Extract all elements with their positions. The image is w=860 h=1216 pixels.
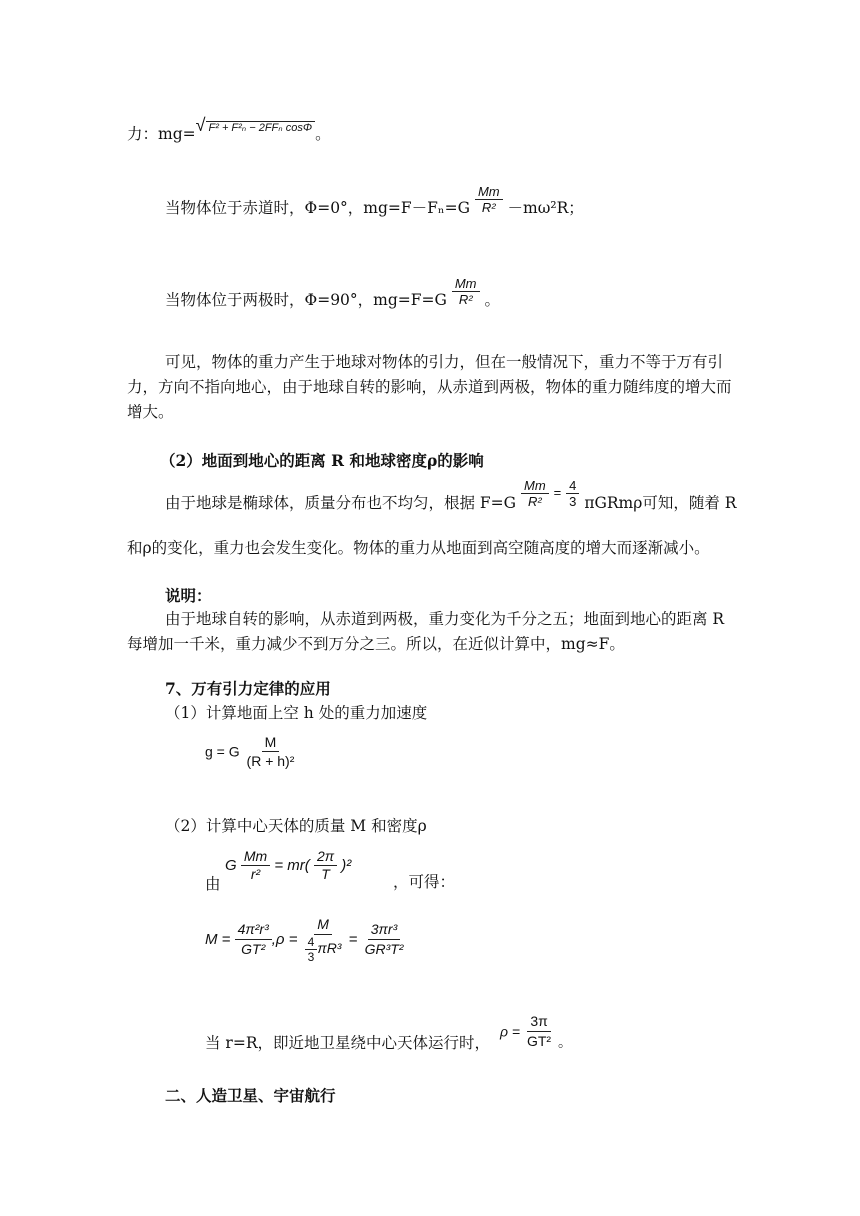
density-k-num: 4	[566, 478, 579, 494]
pole-line	[165, 275, 500, 320]
near-prefix: 当 r=R，即近地卫星绕中心天体运行时，	[205, 1034, 490, 1052]
gravity-magnitude-line	[127, 115, 331, 147]
density-k-den: 3	[569, 493, 577, 509]
rho-fraction	[302, 915, 345, 964]
near-formula	[500, 1012, 572, 1051]
note-body: 由于地球自转的影响，从赤道到两极，重力变化为千分之五；地面到地心的距离 R 每增加一千米，重力减少不到万分之三。所以，在近似计算中，mg≈F。	[127, 610, 725, 653]
conclusion-paragraph: 可见，物体的重力产生于地球对物体的引力，但在一般情况下，重力不等于万有引力，方向不指向地心，由于地球自转的影响，从赤道到两极，物体的重力随纬度的增大而增大。	[127, 353, 732, 421]
pole-prefix: 当物体位于两极时，Φ=90°，mg=F=G	[165, 291, 447, 309]
M-lhs: M =	[205, 931, 231, 948]
section-satellites-heading: 二、人造卫星、宇宙航行	[165, 1086, 336, 1105]
equator-prefix: 当物体位于赤道时，Φ=0°，mg=F－Fₙ=G	[165, 199, 470, 217]
density-suffix: πGRmρ可知，随着 R	[584, 494, 737, 512]
g-formula	[205, 733, 297, 770]
density-line-2: 和ρ的变化，重力也会发生变化。物体的重力从地面到高空随高度的增大而逐渐减小。	[127, 539, 710, 557]
density-four-thirds	[566, 478, 579, 509]
equator-fraction	[475, 184, 503, 215]
rho-denominator-2: GR³T²	[364, 941, 404, 957]
equator-line	[165, 183, 584, 228]
note-title: 说明：	[165, 586, 212, 605]
pole-denominator: R²	[458, 291, 473, 307]
kepler-fraction	[241, 848, 270, 883]
pole-fraction	[452, 276, 480, 307]
subitem-1: （1）计算地面上空 h 处的重力加速度	[165, 704, 428, 722]
M-denominator: GT²	[241, 941, 266, 957]
density-equals: =	[553, 485, 562, 500]
g-denominator: (R + h)²	[246, 753, 295, 769]
rho-denominator	[302, 935, 345, 964]
subheading-distance-density: （2）地面到地心的距离 R 和地球密度ρ的影响	[160, 451, 484, 470]
near-fraction	[524, 1012, 554, 1051]
section-7-heading: 7、万有引力定律的应用	[165, 679, 331, 698]
rho-den-a: 4	[305, 935, 318, 950]
density-numerator: Mm	[521, 478, 549, 494]
pole-suffix: 。	[484, 291, 500, 309]
kepler-close: )²	[341, 857, 352, 874]
near-lhs: ρ =	[500, 1023, 521, 1040]
equator-suffix: －mω²R；	[507, 199, 584, 217]
rho-equals: =	[348, 931, 358, 948]
density-denominator: R²	[527, 493, 542, 509]
density-line-1	[165, 477, 737, 523]
by-word: 由	[205, 875, 221, 893]
radicand: F² + F²ₙ − 2FFₙ cosΦ	[206, 121, 316, 134]
equator-denominator: R²	[481, 199, 496, 215]
near-suffix: 。	[557, 1035, 572, 1052]
pole-numerator: Mm	[452, 276, 480, 292]
rho-den-b: 3	[307, 950, 315, 964]
kepler-equation	[225, 848, 351, 883]
rho-numerator: M	[314, 915, 332, 935]
kepler-denominator: r²	[250, 866, 261, 882]
l1-prefix: 力：mg=	[127, 125, 196, 143]
subitem-2: （2）计算中心天体的质量 M 和密度ρ	[165, 817, 427, 835]
mass-density-formula	[205, 915, 406, 964]
l1-suffix: 。	[315, 125, 331, 143]
near-denominator: GT²	[526, 1033, 552, 1049]
M-numerator: 4π²r³	[235, 920, 272, 940]
density-prefix: 由于地球是椭球体，质量分布也不均匀，根据 F=G	[165, 494, 517, 512]
g-numerator: M	[262, 733, 280, 752]
rho-fraction-2	[362, 920, 407, 959]
kepler-inner-num: 2π	[314, 848, 337, 866]
g-lhs: g = G	[205, 743, 240, 760]
g-fraction	[244, 733, 298, 770]
density-fraction	[521, 478, 549, 509]
kepler-numerator: Mm	[241, 848, 270, 866]
rho-lhs: ,ρ =	[271, 931, 298, 948]
sqrt-expression: √ F² + F²ₙ − 2FFₙ cosΦ	[196, 114, 315, 139]
kepler-rhs: = mr(	[274, 857, 310, 874]
kepler-inner-den: T	[321, 866, 330, 882]
near-numerator: 3π	[527, 1012, 550, 1032]
near-satellite-line	[205, 1032, 490, 1054]
rho-numerator-2: 3πr³	[368, 920, 401, 940]
rho-den-c: πR³	[317, 940, 342, 957]
kepler-lhs: G	[225, 857, 237, 874]
rho-four-thirds	[305, 935, 318, 964]
equator-numerator: Mm	[475, 184, 503, 200]
M-fraction	[235, 920, 272, 959]
so-text: ，可得：	[393, 873, 456, 891]
kepler-inner-fraction	[314, 848, 337, 883]
